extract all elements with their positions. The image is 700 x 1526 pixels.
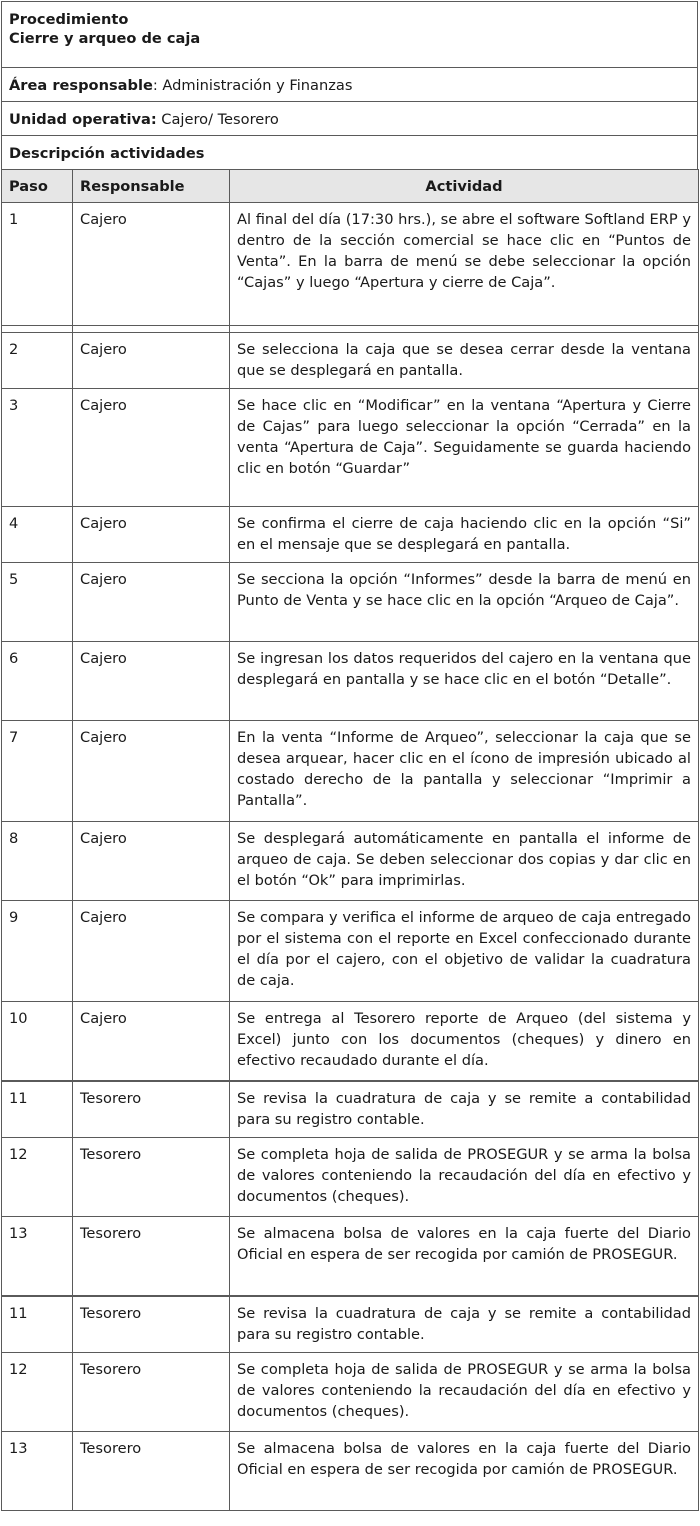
description-label: Descripción actividades (9, 145, 205, 162)
step-activity: Se almacena bolsa de valores en la caja fuerte del Diario Oficial en espera de ser recogida por camión de PROSEGUR. (230, 1432, 699, 1511)
table-spacer-row (2, 326, 699, 333)
procedure-title: Cierre y arqueo de caja (9, 30, 201, 47)
step-number: 5 (2, 563, 73, 642)
step-activity: En la venta “Informe de Arqueo”, seleccionar la caja que se desea arquear, hacer clic en el ícono de impresión ubicado al costado derecho de la pantalla y seleccionar “Imprimir a Pantalla”. (230, 721, 699, 822)
table-row (2, 507, 699, 563)
step-responsible: Cajero (73, 333, 230, 389)
step-responsible: Tesorero (73, 1432, 230, 1511)
activities-table (1, 169, 699, 1511)
table-row (2, 1081, 699, 1138)
step-responsible: Cajero (73, 203, 230, 326)
step-number: 6 (2, 642, 73, 721)
table-row (2, 1432, 699, 1511)
step-responsible: Cajero (73, 507, 230, 563)
table-row (2, 1353, 699, 1432)
step-number: 13 (2, 1432, 73, 1511)
table-row (2, 1296, 699, 1353)
step-activity: Se hace clic en “Modificar” en la ventana “Apertura y Cierre de Cajas” para luego seleccionar la opción “Cerrada” en la venta “Apertura de Caja”. Seguidamente se guarda haciendo clic en botón “Guardar” (230, 389, 699, 507)
step-responsible: Tesorero (73, 1217, 230, 1296)
step-number: 2 (2, 333, 73, 389)
table-row (2, 1217, 699, 1296)
step-responsible: Cajero (73, 822, 230, 901)
step-number: 11 (2, 1081, 73, 1138)
area-label: Área responsable (9, 77, 153, 94)
step-number: 4 (2, 507, 73, 563)
step-activity: Se entrega al Tesorero reporte de Arqueo (del sistema y Excel) junto con los documentos (cheques) y dinero en efectivo recaudado durante el día. (230, 1002, 699, 1081)
step-number: 8 (2, 822, 73, 901)
procedure-label: Procedimiento (9, 11, 129, 28)
step-number: 11 (2, 1296, 73, 1353)
step-activity: Se revisa la cuadratura de caja y se remite a contabilidad para su registro contable. (230, 1296, 699, 1353)
table-row (2, 203, 699, 326)
step-activity: Se compara y verifica el informe de arqueo de caja entregado por el sistema con el reporte en Excel confeccionado durante el día por el cajero, con el objetivo de validar la cuadratura de caja. (230, 901, 699, 1002)
step-responsible: Cajero (73, 721, 230, 822)
table-row (2, 389, 699, 507)
step-activity: Se ingresan los datos requeridos del cajero en la ventana que desplegará en pantalla y se hace clic en el botón “Detalle”. (230, 642, 699, 721)
table-row (2, 822, 699, 901)
step-activity: Se completa hoja de salida de PROSEGUR y se arma la bolsa de valores conteniendo la recaudación del día en efectivo y documentos (cheques). (230, 1138, 699, 1217)
step-activity: Al final del día (17:30 hrs.), se abre el software Softland ERP y dentro de la sección comercial se hace clic en “Puntos de Venta”. En la barra de menú se debe seleccionar la opción “Cajas” y luego “Apertura y cierre de Caja”. (230, 203, 699, 326)
column-header-responsable: Responsable (73, 170, 230, 203)
description-block (1, 135, 698, 169)
step-activity: Se selecciona la caja que se desea cerrar desde la ventana que se desplegará en pantalla. (230, 333, 699, 389)
step-activity: Se secciona la opción “Informes” desde la barra de menú en Punto de Venta y se hace clic en la opción “Arqueo de Caja”. (230, 563, 699, 642)
unit-value: Cajero/ Tesorero (156, 111, 279, 128)
table-row (2, 333, 699, 389)
step-responsible: Cajero (73, 563, 230, 642)
step-number: 13 (2, 1217, 73, 1296)
step-responsible: Tesorero (73, 1353, 230, 1432)
step-responsible: Cajero (73, 1002, 230, 1081)
step-number: 12 (2, 1138, 73, 1217)
step-activity: Se desplegará automáticamente en pantalla el informe de arqueo de caja. Se deben seleccionar dos copias y dar clic en el botón “Ok” para imprimirlas. (230, 822, 699, 901)
table-row (2, 1002, 699, 1081)
column-header-paso: Paso (2, 170, 73, 203)
table-row (2, 1138, 699, 1217)
unit-label: Unidad operativa: (9, 111, 157, 128)
step-number: 1 (2, 203, 73, 326)
step-responsible: Tesorero (73, 1138, 230, 1217)
step-activity: Se revisa la cuadratura de caja y se remite a contabilidad para su registro contable. (230, 1081, 699, 1138)
step-activity: Se confirma el cierre de caja haciendo clic en la opción “Si” en el mensaje que se desplegará en pantalla. (230, 507, 699, 563)
column-header-actividad: Actividad (230, 170, 699, 203)
area-value: : Administración y Finanzas (152, 77, 353, 94)
table-row (2, 901, 699, 1002)
table-header-row (2, 170, 699, 203)
step-number: 10 (2, 1002, 73, 1081)
step-number: 9 (2, 901, 73, 1002)
step-activity: Se completa hoja de salida de PROSEGUR y se arma la bolsa de valores conteniendo la recaudación del día en efectivo y documentos (cheques). (230, 1353, 699, 1432)
step-responsible: Tesorero (73, 1081, 230, 1138)
step-number: 7 (2, 721, 73, 822)
table-row (2, 721, 699, 822)
step-activity: Se almacena bolsa de valores en la caja fuerte del Diario Oficial en espera de ser recogida por camión de PROSEGUR. (230, 1217, 699, 1296)
step-responsible: Cajero (73, 642, 230, 721)
procedure-document (1, 1, 698, 1511)
step-responsible: Cajero (73, 389, 230, 507)
area-block (1, 67, 698, 101)
table-row (2, 563, 699, 642)
step-number: 12 (2, 1353, 73, 1432)
step-responsible: Cajero (73, 901, 230, 1002)
step-responsible: Tesorero (73, 1296, 230, 1353)
unit-block (1, 101, 698, 135)
procedure-title-block (1, 1, 698, 67)
table-row (2, 642, 699, 721)
step-number: 3 (2, 389, 73, 507)
